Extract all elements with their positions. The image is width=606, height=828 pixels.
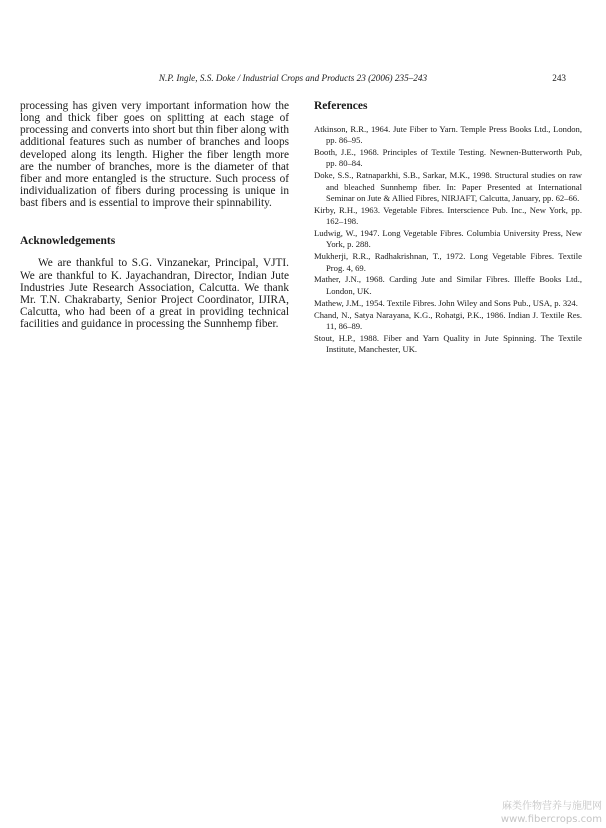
- references-heading: References: [314, 100, 368, 112]
- reference-item: Booth, J.E., 1968. Principles of Textile Testing. Newnen-Butterworth Pub, pp. 80–84.: [314, 147, 582, 169]
- page-number: 243: [552, 73, 566, 83]
- left-column: [20, 100, 289, 330]
- watermark: [501, 800, 602, 826]
- continuation-paragraph: processing has given very important information how the long and thick fiber goes on splitting at each stage of processing and converts into short but thin fiber along with additional features such as number of branches and loops developed along its length. Higher the fiber length more are the number of branches, more is the diameter of that fiber and more entangled is the structure. Such process of individualization of fibers during processing is unique in bast fibers and is essential to improve their spinnability.: [20, 100, 289, 210]
- watermark-line-2: www.fibercrops.com: [500, 814, 602, 825]
- reference-item: Chand, N., Satya Narayana, K.G., Rohatgi, P.K., 1986. Indian J. Textile Res. 11, 86–89.: [314, 309, 582, 331]
- acknowledgements-paragraph: We are thankful to S.G. Vinzanekar, Principal, VJTI. We are thankful to K. Jayachandran, Director, Indian Jute Industries Jute Research Association, Calcutta. We thank Mr. T.N. Chakrabarty, Senior Project Coordinator, IJIRA, Calcutta, who had been of a great in providing technical facilities and guidance in processing the Sunnhemp fiber.: [20, 257, 289, 331]
- reference-item: Kirby, R.H., 1963. Vegetable Fibres. Interscience Pub. Inc., New York, pp. 162–198.: [314, 204, 582, 227]
- reference-item: Doke, S.S., Ratnaparkhi, S.B., Sarkar, M.K., 1998. Structural studies on raw and bleached Sunnhemp fiber. In: Paper Presented at International Seminar on Jute & Allied Fibres, NIRJAFT, Calcutta, January, pp. 62–66.: [314, 170, 582, 203]
- reference-item: Ludwig, W., 1947. Long Vegetable Fibres. Columbia University Press, New York, p. 288.: [314, 228, 582, 250]
- running-head: N.P. Ingle, S.S. Doke / Industrial Crops and Products 23 (2006) 235–243: [158, 73, 428, 83]
- reference-item: Mather, J.N., 1968. Carding Jute and Similar Fibres. Illeffe Books Ltd., London, UK.: [314, 274, 582, 296]
- reference-item: Atkinson, R.R., 1964. Jute Fiber to Yarn. Temple Press Books Ltd., London, pp. 86–95.: [314, 124, 582, 146]
- reference-item: Mukherji, R.R., Radhakrishnan, T., 1972. Long Vegetable Fibres. Textile Prog. 4, 69.: [314, 251, 582, 273]
- reference-item: Stout, H.P., 1988. Fiber and Yarn Quality in Jute Spinning. The Textile Institute, Manchester, UK.: [314, 332, 582, 354]
- reference-item: Mathew, J.M., 1954. Textile Fibres. John Wiley and Sons Pub., USA, p. 324.: [314, 297, 578, 308]
- watermark-line-1: 麻类作物营养与施肥网: [502, 801, 602, 812]
- reference-list: [314, 124, 582, 355]
- right-column: [314, 100, 582, 356]
- acknowledgements-heading: Acknowledgements: [20, 235, 116, 248]
